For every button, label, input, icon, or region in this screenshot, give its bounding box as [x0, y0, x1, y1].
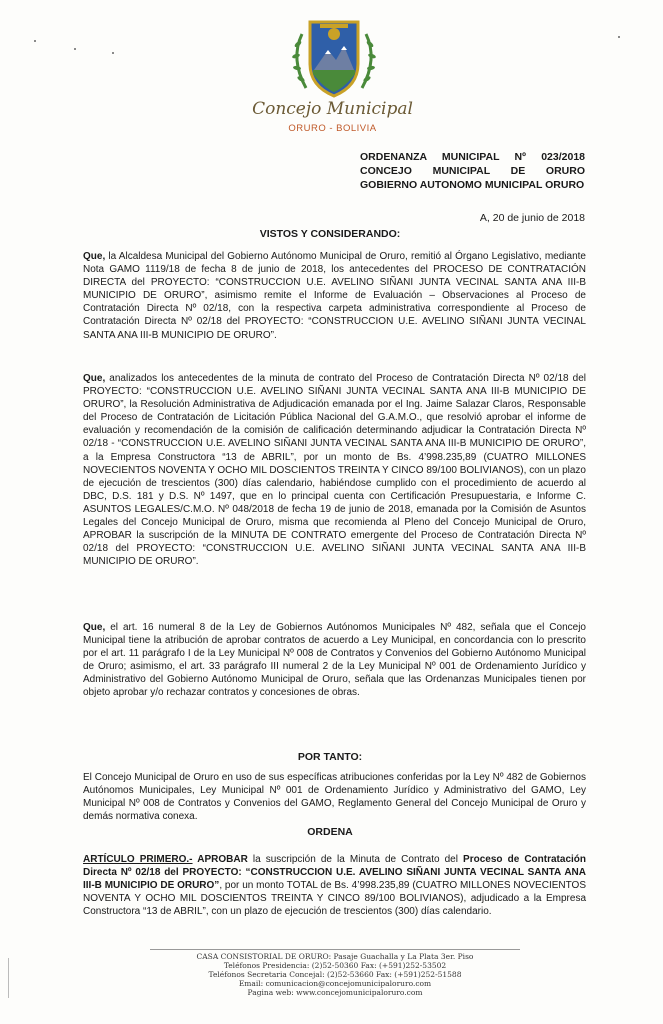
paragraph-text: la Alcaldesa Municipal del Gobierno Autónomo Municipal de Oruro, remitió al Órgano Legislativo, mediante Nota GAMO 1119/18 de fecha 8 de junio de 2018, los antecedentes del PROCESO DE CONTRATACIÓN DIRECTA del PROYECTO: “CONSTRUCCION U.E. AVELINO SIÑANI JUNTA VECINAL SANTA ANA III-B MUNICIPIO DE ORURO”, asimismo remite el Informe de Evaluación – Observaciones al Proceso de Contratación Directa Nº 02/18, con la respectiva carpeta administrativa correspondiente al Proceso de Contratación Directa Nº 02/18 del PROYECTO: “CONSTRUCCION U.E. AVELINO SIÑANI JUNTA VECINAL SANTA ANA III-B MUNICIPIO DE ORURO”.: [83, 251, 586, 341]
paragraph-text: analizados los antecedentes de la minuta de contrato del Proceso de Contratación Directa Nº 02/18 del PROYECTO: “CONSTRUCCION U.E. AVELINO SIÑANI JUNTA VECINAL SANTA ANA III-B MUNICIPIO DE ORURO”, la Resolución Administrativa de Adjudicación emanada por el Ing. Jaime Salazar Claros, Responsable del Proceso de Contratación de Licitación Pública Nacional del G.A.M.O., que resolvió aprobar el informe de evaluación y recomendación de la comisión de calificación determinando adjudicar la Contratación Directa Nº 02/18 - “CONSTRUCCION U.E. AVELINO SIÑANI JUNTA VECINAL SANTA ANA III-B MUNICIPIO DE ORURO”, a la Empresa Constructora “13 de ABRIL”, por un monto de Bs. 4’998.235,89 (CUATRO MILLONES NOVECIENTOS NOVENTA Y OCHO MIL DOSCIENTOS TREINTA Y CINCO 89/100 BOLIVIANOS), con un plazo de ejecución de trescientos (300) días calendario, habiéndose cumplido con el procedimiento de acuerdo al DBC, D.S. 181 y D.S. Nº 1497, que en lo principal cuenta con Certificación Presupuestaria, e Informe C. ASUNTOS LEGALES/C.M.O. Nº 048/2018 de fecha 19 de junio de 2018, emanada por la Comisión de Asuntos Legales del Concejo Municipal de Oruro, misma que recomienda al Pleno del Concejo Municipal de Oruro, APROBAR la suscripción de la MINUTA DE CONTRATO emergente del Proceso de Contratación Directa Nº 02/18 del PROYECTO: “CONSTRUCCION U.E. AVELINO SIÑANI JUNTA VECINAL SANTA ANA III-B MUNICIPIO DE ORURO”.: [83, 373, 586, 568]
council-name: Concejo Municipal: [252, 99, 413, 119]
paragraph-1: [83, 250, 586, 342]
ordinance-header: [360, 150, 585, 192]
footer: [150, 952, 520, 997]
heading-vistos: VISTOS Y CONSIDERANDO:: [259, 228, 401, 240]
article-first: [83, 853, 586, 918]
paragraph-text: el art. 16 numeral 8 de la Ley de Gobiernos Autónomos Municipales Nº 482, señala que el Concejo Municipal tiene la atribución de aprobar contratos de acuerdo a Ley Municipal, en concordancia con lo prescrito por el art. 11 parágrafo I de la Ley Municipal Nº 008 de Contratos y Convenios del Gobierno Autónomo Municipal de Oruro; asimismo, el art. 33 parágrafo III numeral 2 de la Ley Municipal Nº 001 de Ordenamiento Jurídico y Administrativo del Gobierno Autónomo Municipal de Oruro, señala que las Ordenanzas Municipales tienen por objeto aprobar y/o rechazar contratos y concesiones de obras.: [83, 622, 586, 699]
ordinance-council: CONCEJO MUNICIPAL DE ORURO: [360, 165, 585, 177]
document-date: A, 20 de junio de 2018: [479, 212, 585, 224]
footer-divider: [150, 949, 520, 950]
scan-margin-mark: [8, 958, 15, 998]
scan-speck: [34, 40, 36, 42]
ordinance-number: ORDENANZA MUNICIPAL Nº 023/2018: [360, 151, 585, 163]
paragraph-2: [83, 372, 586, 568]
heading-ordena: ORDENA: [307, 826, 353, 838]
footer-phone-presidency: Teléfonos Presidencia: (2)52-50360 Fax: (+591)252-53502: [223, 961, 447, 970]
scan-speck: [618, 36, 620, 38]
heading-por-tanto: POR TANTO:: [297, 751, 363, 763]
article-project: Proceso de Contratación Directa Nº 02/18 del PROYECTO: “CONSTRUCCION U.E. AVELINO SIÑANI JUNTA VECINAL SANTA ANA III-B MUNICIPIO DE ORURO”: [83, 854, 587, 892]
ordinance-government: GOBIERNO AUTONOMO MUNICIPAL ORURO: [360, 179, 585, 191]
paragraph-4: El Concejo Municipal de Oruro en uso de sus específicas atribuciones conferidas por la Ley Nº 482 de Gobiernos Autónomos Municipales, Ley Municipal Nº 001 de Ordenamiento Jurídico y Administrativo del GAMO, Ley Municipal Nº 008 de Contratos y Convenios del GAMO, Reglamento General del Concejo Municipal de Oruro y demás normativa conexa.: [83, 772, 586, 823]
scan-speck: [74, 48, 76, 50]
footer-address: CASA CONSISTORIAL DE ORURO: Pasaje Guachalla y La Plata 3er. Piso: [196, 952, 474, 961]
footer-email: Email: comunicacion@concejomunicipaloruro.com: [238, 979, 432, 988]
article-text-rest: , por un monto TOTAL de Bs. 4’998.235,89 (CUATRO MILLONES NOVECIENTOS NOVENTA Y OCHO MIL DOSCIENTOS TREINTA Y CINCO 89/100 BOLIVIANOS), adjudicado a la Empresa Constructora “13 de ABRIL”, con un plazo de ejecución de trescientos (300) días calendario.: [83, 880, 586, 918]
scan-speck: [112, 52, 114, 54]
municipal-crest-icon: [284, 14, 384, 100]
article-text: la suscripción de la Minuta de Contrato del: [247, 854, 464, 865]
paragraph-lead: Que,: [83, 622, 106, 633]
footer-phone-secretary: Teléfonos Secretaria Concejal: (2)52-53660 Fax: (+591)252-51588: [208, 970, 462, 979]
article-label: ARTÍCULO PRIMERO.-: [83, 854, 193, 865]
council-city: ORURO - BOLIVIA: [288, 123, 377, 134]
footer-website: Pagina web: www.concejomunicipaloruro.com: [247, 988, 423, 997]
paragraph-lead: Que,: [83, 373, 106, 384]
paragraph-3: [83, 621, 586, 700]
article-verb: APROBAR: [192, 854, 248, 865]
paragraph-lead: Que,: [83, 251, 106, 262]
